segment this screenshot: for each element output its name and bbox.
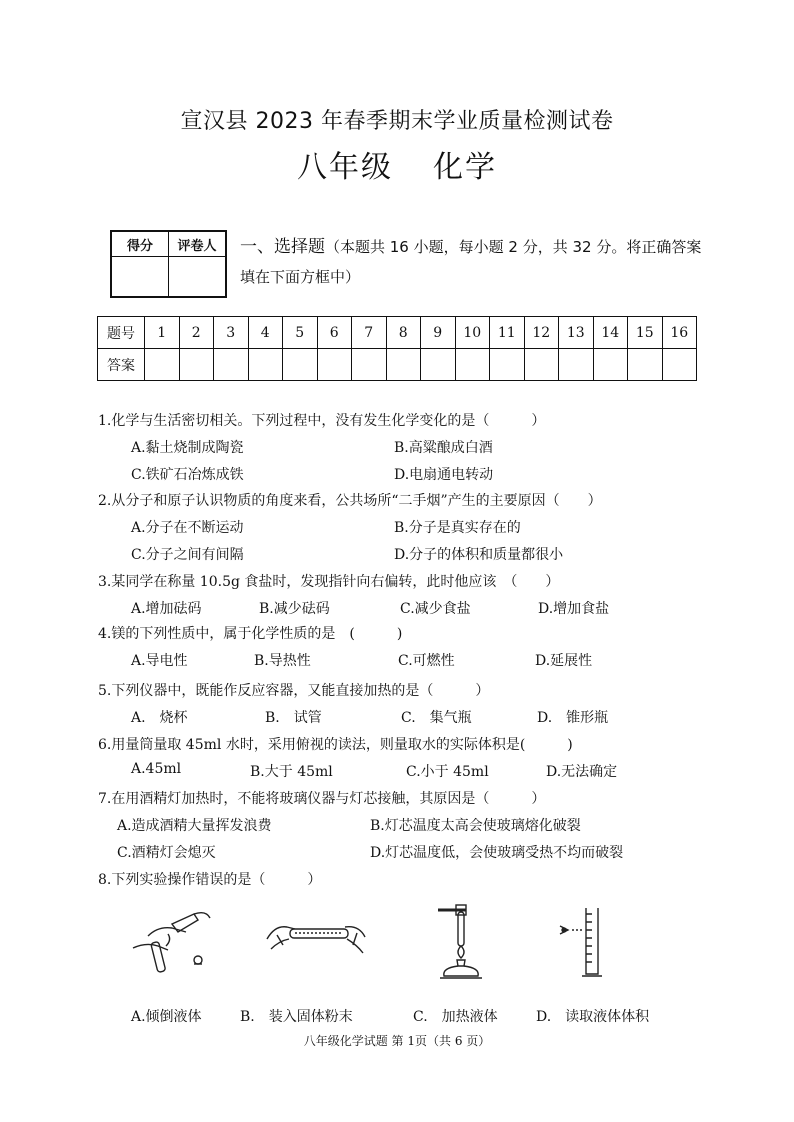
option: A.导电性	[131, 653, 188, 669]
answer-cell[interactable]	[455, 349, 490, 381]
answer-cell[interactable]	[421, 349, 456, 381]
exam-title: 宣汉县 2023 年春季期末学业质量检测试卷	[180, 109, 614, 134]
option: B. 装入固体粉末	[240, 1009, 353, 1025]
score-box	[110, 230, 227, 298]
option: A.45ml	[131, 761, 182, 777]
section-note: （本题共 16 小题，每小题 2 分，共 32 分。将正确答案填在下面方框中）	[240, 238, 702, 286]
question-number: 5	[283, 317, 318, 349]
option: C.减少食盐	[400, 601, 471, 617]
answer-header: 答案	[98, 349, 145, 381]
question-number: 11	[490, 317, 525, 349]
option: A.造成酒精大量挥发浪费	[117, 818, 272, 834]
question-number-header: 题号	[98, 317, 145, 349]
answer-cell[interactable]	[179, 349, 214, 381]
option: C. 集气瓶	[401, 710, 472, 726]
option: C. 加热液体	[413, 1009, 498, 1025]
option: B.高粱酿成白酒	[394, 440, 493, 456]
question-number: 6	[317, 317, 352, 349]
question-number: 7	[352, 317, 387, 349]
option: A.倾倒液体	[131, 1009, 202, 1025]
answer-cell[interactable]	[283, 349, 318, 381]
option: B.大于 45ml	[250, 764, 333, 780]
option: B.灯芯温度太高会使玻璃熔化破裂	[370, 818, 581, 834]
question-number: 13	[559, 317, 594, 349]
answer-cell[interactable]	[628, 349, 663, 381]
answer-cell[interactable]	[317, 349, 352, 381]
option: D.无法确定	[546, 764, 618, 780]
section-heading	[240, 232, 710, 292]
answer-cell[interactable]	[352, 349, 387, 381]
question-stem: 3.某同学在称量 10.5g 食盐时，发现指针向右偏转，此时他应该 （ ）	[98, 574, 560, 590]
reading-volume-icon	[550, 904, 610, 980]
question-number: 14	[593, 317, 628, 349]
option: D.延展性	[535, 653, 593, 669]
question-stem: 1.化学与生活密切相关。下列过程中，没有发生化学变化的是（ ）	[98, 413, 546, 429]
exam-subtitle	[0, 142, 794, 186]
question-stem: 5.下列仪器中，既能作反应容器，又能直接加热的是（ ）	[98, 683, 490, 699]
question-stem: 4.镁的下列性质中，属于化学性质的是 ( )	[98, 626, 403, 642]
option: B. 试管	[265, 710, 322, 726]
subject-label: 化学	[433, 150, 497, 185]
option: C.酒精灯会熄灭	[117, 845, 216, 861]
option: C.小于 45ml	[406, 764, 489, 780]
question-number: 2	[179, 317, 214, 349]
question-number: 3	[214, 317, 249, 349]
answer-cell[interactable]	[248, 349, 283, 381]
option: B.导热性	[254, 653, 311, 669]
answer-table-number-row	[98, 317, 697, 349]
answer-cell[interactable]	[490, 349, 525, 381]
pouring-liquid-icon	[128, 906, 218, 976]
score-cell	[111, 257, 169, 298]
question-number: 4	[248, 317, 283, 349]
answer-cell[interactable]	[386, 349, 421, 381]
option: A.分子在不断运动	[131, 520, 244, 536]
question-number: 16	[662, 317, 697, 349]
option: C.分子之间有间隔	[131, 547, 244, 563]
question-stem: 6.用量筒量取 45ml 水时，采用俯视的读法，则量取水的实际体积是( )	[98, 737, 573, 753]
heating-liquid-icon	[436, 902, 486, 982]
answer-cell[interactable]	[662, 349, 697, 381]
question-stem: 2.从分子和原子认识物质的角度来看，公共场所“二手烟”产生的主要原因（ ）	[98, 493, 602, 509]
question-number: 15	[628, 317, 663, 349]
answer-cell[interactable]	[559, 349, 594, 381]
option: A.增加砝码	[131, 601, 202, 617]
page-footer: 八年级化学试题 第 1页（共 6 页）	[303, 1034, 491, 1048]
question-number: 9	[421, 317, 456, 349]
answer-cell[interactable]	[145, 349, 180, 381]
option: D.电扇通电转动	[394, 467, 494, 483]
grader-cell	[169, 257, 227, 298]
answer-table-answer-row	[98, 349, 697, 381]
option: C.可燃性	[398, 653, 455, 669]
option: D.增加食盐	[538, 601, 610, 617]
option: A.黏土烧制成陶瓷	[131, 440, 244, 456]
grade-label: 八年级	[297, 150, 393, 185]
question-number: 12	[524, 317, 559, 349]
option: B.减少砝码	[259, 601, 330, 617]
score-label: 得分	[111, 231, 169, 257]
question-stem: 8.下列实验操作错误的是（ ）	[98, 872, 322, 888]
answer-cell[interactable]	[214, 349, 249, 381]
option: D.灯芯温度低，会使玻璃受热不均而破裂	[370, 845, 624, 861]
question-number: 10	[455, 317, 490, 349]
option: D. 锥形瓶	[537, 710, 609, 726]
answer-cell[interactable]	[593, 349, 628, 381]
option: D. 读取液体体积	[536, 1009, 650, 1025]
answer-cell[interactable]	[524, 349, 559, 381]
answer-table	[97, 316, 697, 381]
question-number: 8	[386, 317, 421, 349]
option: D.分子的体积和质量都很小	[394, 547, 564, 563]
grader-label: 评卷人	[169, 231, 227, 257]
section-title: 一、选择题	[240, 237, 325, 257]
loading-powder-icon	[265, 915, 370, 960]
question-stem: 7.在用酒精灯加热时，不能将玻璃仪器与灯芯接触，其原因是（ ）	[98, 791, 546, 807]
option: C.铁矿石冶炼成铁	[131, 467, 244, 483]
option: B.分子是真实存在的	[394, 520, 521, 536]
option: A. 烧杯	[131, 710, 188, 726]
question-number: 1	[145, 317, 180, 349]
